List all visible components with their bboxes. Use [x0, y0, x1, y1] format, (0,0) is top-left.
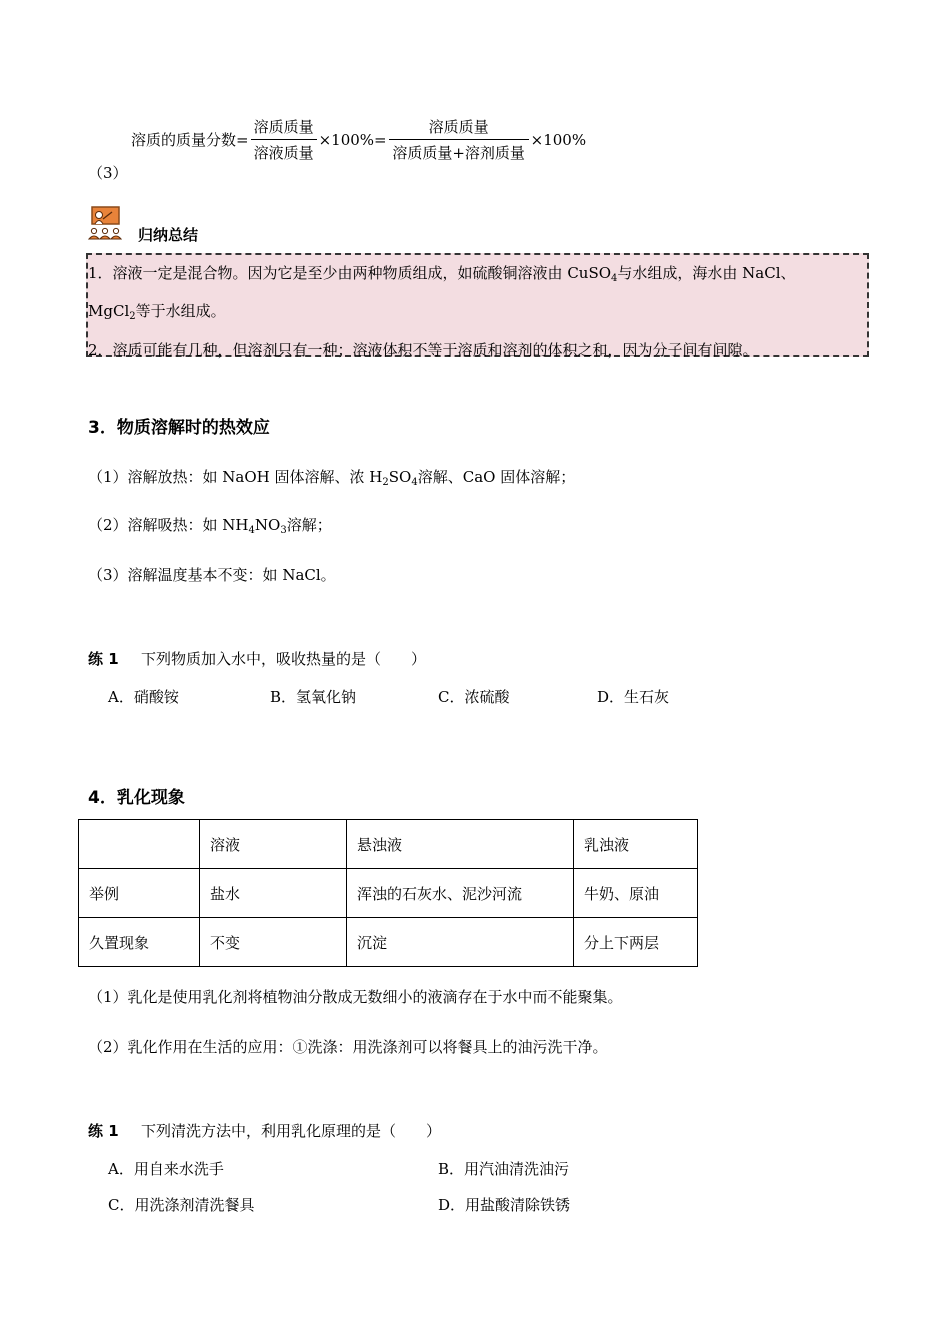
section-4-p2: （2）乳化作用在生活的应用：①洗涤：用洗涤剂可以将餐具上的油污洗干净。	[88, 1038, 608, 1056]
exercise-2-question: 下列清洗方法中，利用乳化原理的是（ ）	[141, 1122, 442, 1140]
table-cell: 牛奶、原油	[574, 869, 698, 918]
table-cell	[79, 820, 200, 869]
table-cell: 溶液	[200, 820, 347, 869]
exercise-2-option-a: A．用自来水洗手	[108, 1160, 224, 1178]
section-3-p1	[88, 466, 575, 488]
formula-fraction-1	[251, 116, 317, 163]
formula-fraction-2	[389, 116, 529, 163]
summary-text: 1．溶液一定是混合物。因为它是至少由两种物质组成，如硫酸铜溶液由 CuSO	[88, 264, 612, 282]
text: 溶解；	[286, 516, 332, 534]
exercise-1-option-d: D．生石灰	[597, 688, 670, 706]
summary-text: 等于水组成。	[135, 302, 226, 320]
summary-title: 归纳总结	[138, 226, 199, 244]
formula-lhs: 溶质的质量分数=	[131, 131, 249, 149]
table-header-row	[79, 820, 698, 869]
exercise-2-option-c: C．用洗涤剂清洗餐具	[108, 1196, 255, 1214]
table-cell: 举例	[79, 869, 200, 918]
exercise-1-option-c: C．浓硫酸	[438, 688, 510, 706]
item-3-label: （3）	[88, 164, 128, 182]
text: NO	[254, 516, 281, 534]
section-4-p1: （1）乳化是使用乳化剂将植物油分散成无数细小的液滴存在于水中而不能聚集。	[88, 988, 623, 1006]
table-cell: 沉淀	[347, 918, 574, 967]
text: SO	[388, 468, 412, 486]
table-cell: 悬浊液	[347, 820, 574, 869]
exercise-1-option-a: A．硝酸铵	[108, 688, 179, 706]
summary-text: 与水组成，海水由 NaCl、	[617, 264, 796, 282]
summary-line-1	[88, 262, 796, 284]
table-row	[79, 918, 698, 967]
subscript: 2	[129, 311, 136, 322]
table-cell: 分上下两层	[574, 918, 698, 967]
text: （1）溶解放热：如 NaOH 固体溶解、浓 H	[88, 468, 383, 486]
table-cell: 盐水	[200, 869, 347, 918]
exercise-1-option-b: B．氢氧化钠	[270, 688, 357, 706]
subscript: 4	[411, 477, 418, 488]
exercise-1-label: 练 1	[88, 650, 119, 668]
table-cell: 乳浊液	[574, 820, 698, 869]
formula-times: ×100%	[530, 130, 587, 149]
table-cell: 久置现象	[79, 918, 200, 967]
subscript: 2	[382, 477, 389, 488]
section-3-p2	[88, 514, 332, 536]
subscript: 4	[611, 273, 618, 284]
fraction-denominator: 溶质质量+溶剂质量	[392, 144, 525, 162]
exercise-2-label: 练 1	[88, 1122, 119, 1140]
teacher-icon	[88, 206, 122, 240]
table-cell: 不变	[200, 918, 347, 967]
section-3-heading: 3．物质溶解时的热效应	[88, 418, 270, 438]
exercise-2-option-d: D．用盐酸清除铁锈	[438, 1196, 571, 1214]
section-4-heading: 4．乳化现象	[88, 788, 185, 808]
subscript: 3	[280, 525, 287, 536]
exercise-2-option-b: B．用汽油清洗油污	[438, 1160, 570, 1178]
formula-times: ×100%=	[318, 130, 387, 149]
text: 溶解、CaO 固体溶解；	[417, 468, 576, 486]
summary-line-2	[88, 300, 226, 322]
fraction-numerator: 溶质质量	[389, 116, 529, 140]
text: （2）溶解吸热：如 NH	[88, 516, 249, 534]
table-cell: 浑浊的石灰水、泥沙河流	[347, 869, 574, 918]
exercise-1-question: 下列物质加入水中，吸收热量的是（ ）	[141, 650, 427, 668]
mass-fraction-formula	[131, 116, 586, 163]
summary-line-3: 2．溶质可能有几种，但溶剂只有一种；溶液体积不等于溶质和溶剂的体积之和，因为分子间有间隙。	[88, 341, 758, 359]
fraction-denominator: 溶液质量	[253, 144, 314, 162]
subscript: 4	[248, 525, 255, 536]
fraction-numerator: 溶质质量	[251, 116, 317, 140]
emulsion-table	[78, 819, 698, 967]
summary-text: MgCl	[88, 302, 130, 320]
table-row	[79, 869, 698, 918]
section-3-p3: （3）溶解温度基本不变：如 NaCl。	[88, 566, 336, 584]
